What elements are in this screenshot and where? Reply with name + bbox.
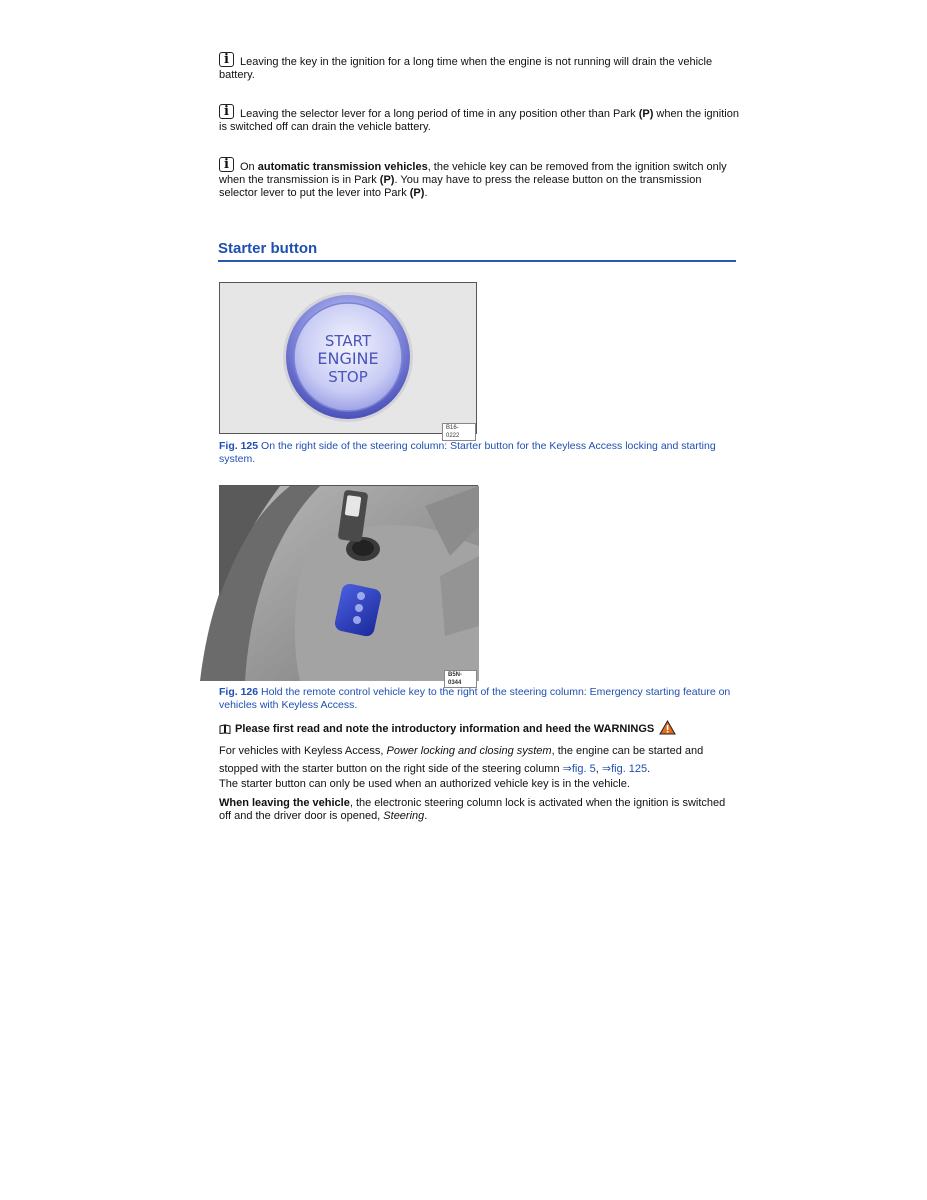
caption-text: On the right side of the steering column: Starter button for the Keyless Access locking and starting system. (219, 440, 716, 465)
start-button-illustration (220, 283, 478, 435)
note-text: Leaving the key in the ignition for a long time when the engine is not running will drain the vehicle battery. (219, 56, 713, 81)
info-note-automatic-transmission (219, 157, 739, 200)
section-heading: Starter button (218, 240, 736, 262)
para-text: , the engine can be started and stopped with the starter button on the right side of the steering column (219, 745, 704, 775)
figure-label: Fig. 125 (219, 440, 259, 452)
para-text: , the electronic steering column lock is activated when the ignition is switched off and the driver door is opened, (219, 797, 726, 822)
link-fig-5[interactable]: ⇒fig. 5 (562, 763, 596, 775)
info-note-selector-lever (219, 104, 739, 134)
para-italic: Steering (383, 810, 425, 822)
figure-code: B5N-0344 (444, 670, 477, 688)
start-button-label-engine: ENGINE (317, 349, 379, 368)
para-text: For vehicles with Keyless Access, (219, 745, 387, 757)
para-italic: Power locking and closing system (386, 745, 552, 757)
note-text: , the vehicle key can be removed from the ignition switch only when the transmission is in Park (219, 161, 727, 186)
info-icon (219, 104, 234, 119)
figure-emergency-start (219, 485, 478, 686)
note-text: when the ignition is switched off can drain the vehicle battery. (219, 108, 739, 133)
note-text-bold: (P) (379, 174, 395, 186)
figure-code: B16-0222 (442, 423, 476, 441)
info-icon (219, 52, 234, 67)
paragraph-authorized-key: The starter button can only be used when an authorized vehicle key is in the vehicle. (219, 778, 630, 790)
note-text-bold: (P) (638, 108, 654, 120)
paragraph-keyless-access (219, 742, 739, 778)
note-text: . (424, 187, 428, 199)
note-text: Leaving the selector lever for a long period of time in any position other than Park (240, 108, 639, 120)
para-bold: When leaving the vehicle (219, 797, 350, 809)
steering-column-illustration (220, 486, 479, 681)
note-text-bold: (P) (409, 187, 425, 199)
figure-start-button (219, 282, 477, 439)
info-icon (219, 157, 234, 172)
paragraph-leaving-vehicle (219, 797, 739, 823)
figure-caption-126 (219, 686, 739, 711)
figure-label: Fig. 126 (219, 686, 259, 698)
figure-caption-125 (219, 440, 739, 465)
start-button-label-stop: STOP (328, 368, 368, 386)
warning-triangle-icon (659, 720, 676, 735)
link-fig-125[interactable]: ⇒fig. 125 (601, 763, 648, 775)
info-note-battery-key (219, 52, 739, 82)
para-text: , (595, 763, 602, 775)
para-text: . (647, 763, 651, 775)
note-text-bold: automatic transmission vehicles (257, 161, 428, 173)
caption-text: Hold the remote control vehicle key to the right of the steering column: Emergency starting feature on vehicles with Keyless Access. (219, 686, 731, 711)
intro-text: Please first read and note the introductory information and heed the WARNINGS (235, 723, 655, 735)
intro-line (219, 720, 739, 736)
book-icon (219, 724, 231, 734)
para-text: . (424, 810, 428, 822)
note-text: On (240, 161, 258, 173)
note-text: . You may have to press the release button on the transmission selector lever to put the lever into Park (219, 174, 702, 199)
start-button-label-start: START (324, 332, 372, 350)
